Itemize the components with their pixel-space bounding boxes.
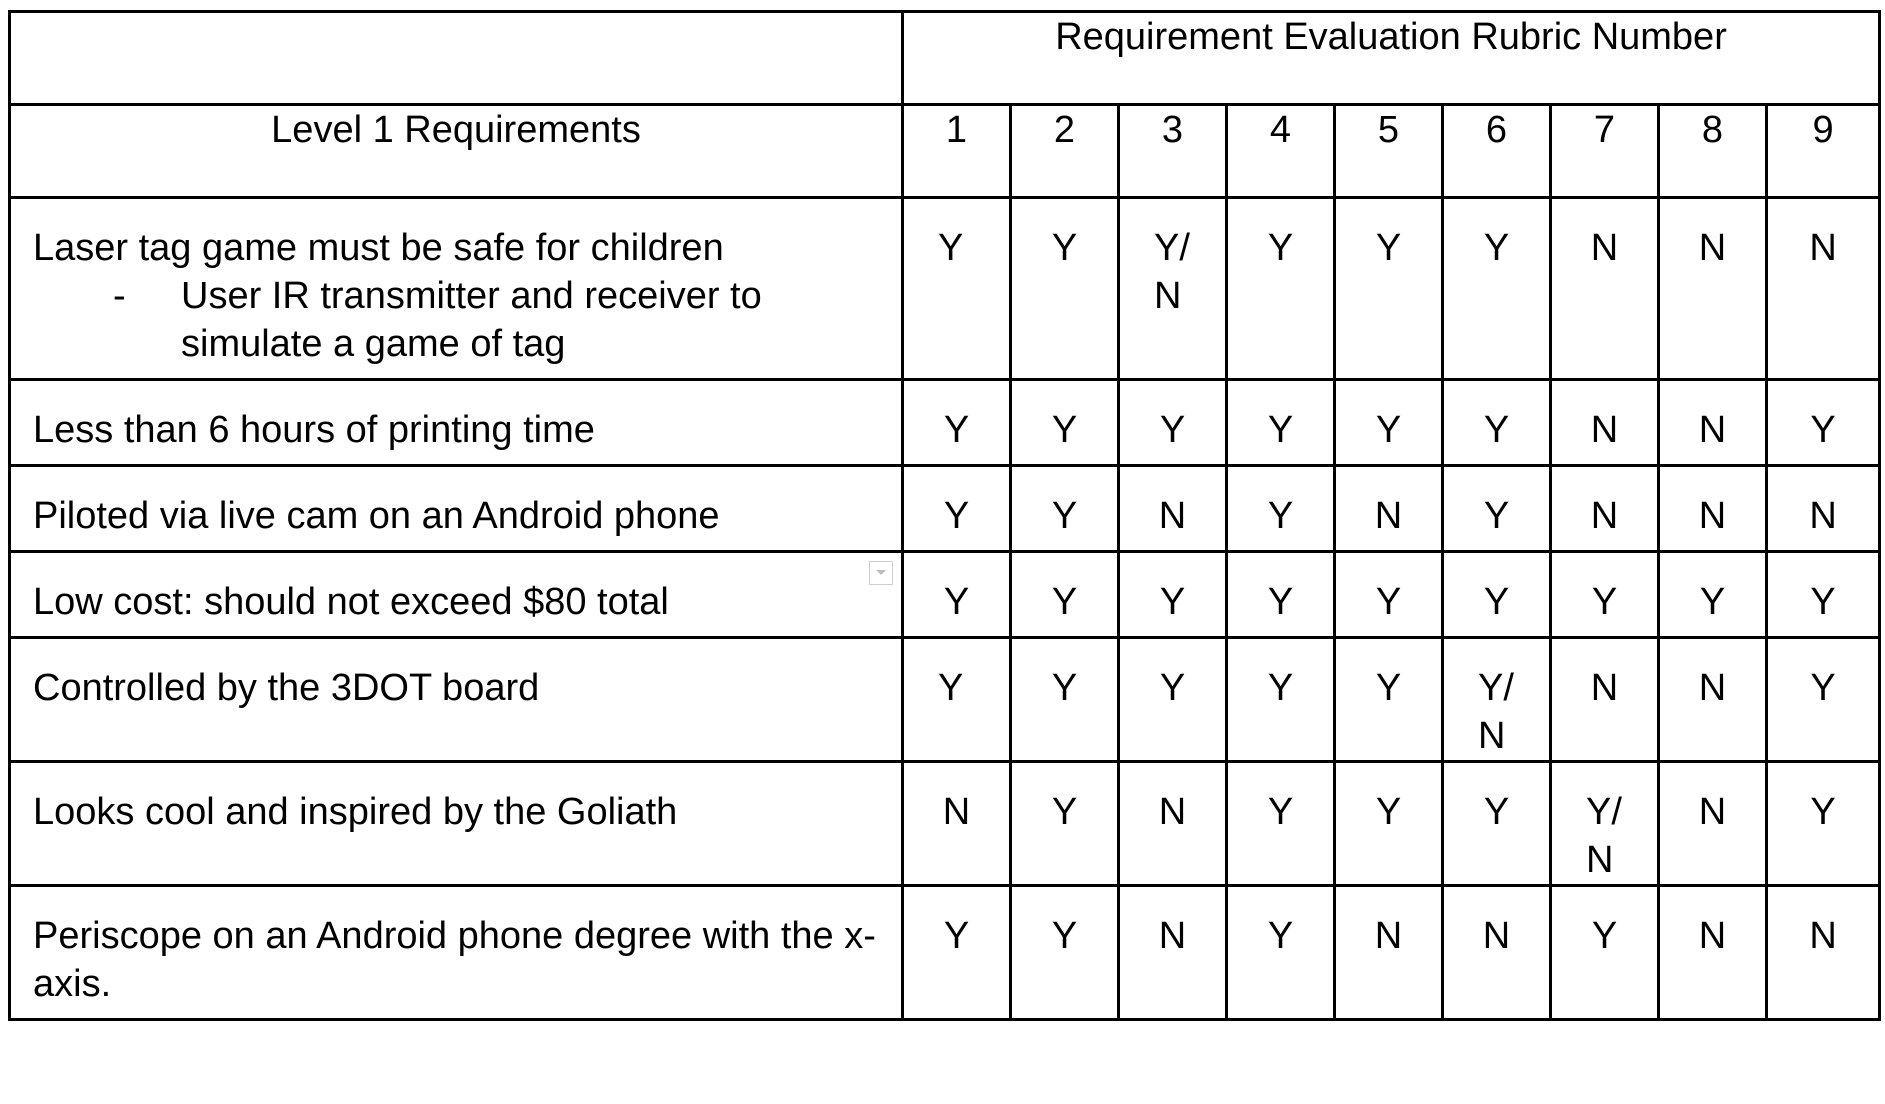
score-cell: Y	[1119, 380, 1227, 466]
requirement-text: Piloted via live cam on an Android phone	[33, 495, 720, 537]
requirement-cell	[10, 552, 903, 638]
score-value-second: N	[1154, 275, 1182, 317]
requirement-text: Periscope on an Android phone degree with the x-axis.	[33, 915, 876, 1005]
requirement-cell	[10, 466, 903, 552]
score-cell: N	[1335, 886, 1443, 1020]
rubric-number-header: 5	[1335, 105, 1443, 198]
requirements-rubric-table	[8, 10, 1881, 1021]
score-cell: N	[1551, 380, 1659, 466]
score-cell: Y	[1659, 552, 1767, 638]
rubric-number-header: 9	[1767, 105, 1880, 198]
score-cell: Y	[1443, 198, 1551, 380]
score-cell: N	[1767, 886, 1880, 1020]
rubric-number-header: 6	[1443, 105, 1551, 198]
score-cell: Y	[1335, 552, 1443, 638]
score-cell: N	[1659, 198, 1767, 380]
score-value: Y/	[1154, 227, 1190, 269]
sub-item-text: User IR transmitter and receiver to simulate a game of tag	[181, 275, 762, 365]
requirement-text: Looks cool and inspired by the Goliath	[33, 791, 678, 833]
score-cell: Y	[1551, 552, 1659, 638]
score-cell: N	[1119, 762, 1227, 886]
score-cell: Y	[1227, 198, 1335, 380]
score-cell: Y	[1227, 886, 1335, 1020]
requirement-text: Low cost: should not exceed $80 total	[33, 581, 669, 623]
score-cell: Y	[903, 198, 1011, 380]
score-value-second: N	[1478, 715, 1506, 757]
score-cell: N	[1767, 198, 1880, 380]
rubric-number-header: 2	[1011, 105, 1119, 198]
score-cell: N	[1551, 198, 1659, 380]
requirement-row	[10, 466, 1880, 552]
score-cell: N	[1551, 466, 1659, 552]
score-cell: Y	[1011, 552, 1119, 638]
score-cell: N	[1659, 886, 1767, 1020]
score-cell: Y	[1011, 466, 1119, 552]
score-cell: Y	[903, 886, 1011, 1020]
score-cell: Y	[1119, 552, 1227, 638]
score-cell: Y	[1119, 638, 1227, 762]
score-cell: Y	[1011, 198, 1119, 380]
score-cell: Y	[1335, 762, 1443, 886]
rubric-group-header: Requirement Evaluation Rubric Number	[903, 12, 1880, 105]
score-cell: Y	[1443, 762, 1551, 886]
score-cell	[1119, 198, 1227, 380]
score-cell: Y	[1227, 552, 1335, 638]
score-cell	[1551, 762, 1659, 886]
score-cell: Y	[1011, 638, 1119, 762]
score-cell: Y	[1227, 762, 1335, 886]
score-cell: Y	[1335, 198, 1443, 380]
score-cell: Y	[1011, 762, 1119, 886]
score-cell: Y	[903, 466, 1011, 552]
rubric-number-header: 7	[1551, 105, 1659, 198]
requirement-cell	[10, 380, 903, 466]
score-cell: N	[1119, 886, 1227, 1020]
score-cell: Y	[1227, 638, 1335, 762]
score-cell	[1443, 638, 1551, 762]
requirement-text: Laser tag game must be safe for children	[33, 227, 724, 269]
score-cell: N	[1659, 762, 1767, 886]
rubric-number-row	[10, 105, 1880, 198]
requirement-row	[10, 552, 1880, 638]
score-cell: Y	[1767, 552, 1880, 638]
score-cell: N	[1119, 466, 1227, 552]
score-cell: Y	[1443, 380, 1551, 466]
dropdown-arrow-icon[interactable]	[869, 561, 893, 585]
score-cell: Y	[903, 380, 1011, 466]
requirement-cell	[10, 638, 903, 762]
score-cell: N	[1443, 886, 1551, 1020]
requirement-row	[10, 762, 1880, 886]
score-cell: Y	[1551, 886, 1659, 1020]
rubric-number-header: 4	[1227, 105, 1335, 198]
requirement-cell	[10, 886, 903, 1020]
score-cell: Y	[1767, 380, 1880, 466]
requirement-cell	[10, 762, 903, 886]
score-cell: Y	[1767, 762, 1880, 886]
rubric-number-header: 8	[1659, 105, 1767, 198]
requirement-row	[10, 380, 1880, 466]
group-header-row	[10, 12, 1880, 105]
score-cell: Y	[903, 552, 1011, 638]
requirement-row	[10, 198, 1880, 380]
score-cell: Y	[1443, 552, 1551, 638]
score-cell: N	[1551, 638, 1659, 762]
score-cell: N	[903, 762, 1011, 886]
score-cell: Y	[1011, 886, 1119, 1020]
requirement-sub-item	[113, 272, 881, 368]
score-value: Y/	[1478, 667, 1514, 709]
requirement-text: Controlled by the 3DOT board	[33, 667, 540, 709]
score-cell: Y	[903, 638, 1011, 762]
score-cell: Y	[1227, 380, 1335, 466]
sub-item-bullet: -	[113, 275, 126, 317]
score-cell: N	[1659, 380, 1767, 466]
blank-corner-cell	[10, 12, 903, 105]
rubric-number-header: 1	[903, 105, 1011, 198]
score-value-second: N	[1586, 839, 1614, 881]
requirement-row	[10, 886, 1880, 1020]
score-cell: Y	[1443, 466, 1551, 552]
score-cell: N	[1659, 466, 1767, 552]
score-cell: N	[1335, 466, 1443, 552]
rubric-number-header: 3	[1119, 105, 1227, 198]
score-cell: Y	[1227, 466, 1335, 552]
score-cell: N	[1767, 466, 1880, 552]
requirement-cell	[10, 198, 903, 380]
score-cell: Y	[1335, 380, 1443, 466]
score-cell: N	[1659, 638, 1767, 762]
score-cell: Y	[1011, 380, 1119, 466]
requirement-row	[10, 638, 1880, 762]
score-cell: Y	[1767, 638, 1880, 762]
requirements-column-header: Level 1 Requirements	[10, 105, 903, 198]
score-cell: Y	[1335, 638, 1443, 762]
requirement-text: Less than 6 hours of printing time	[33, 409, 595, 451]
score-value: Y/	[1586, 791, 1622, 833]
